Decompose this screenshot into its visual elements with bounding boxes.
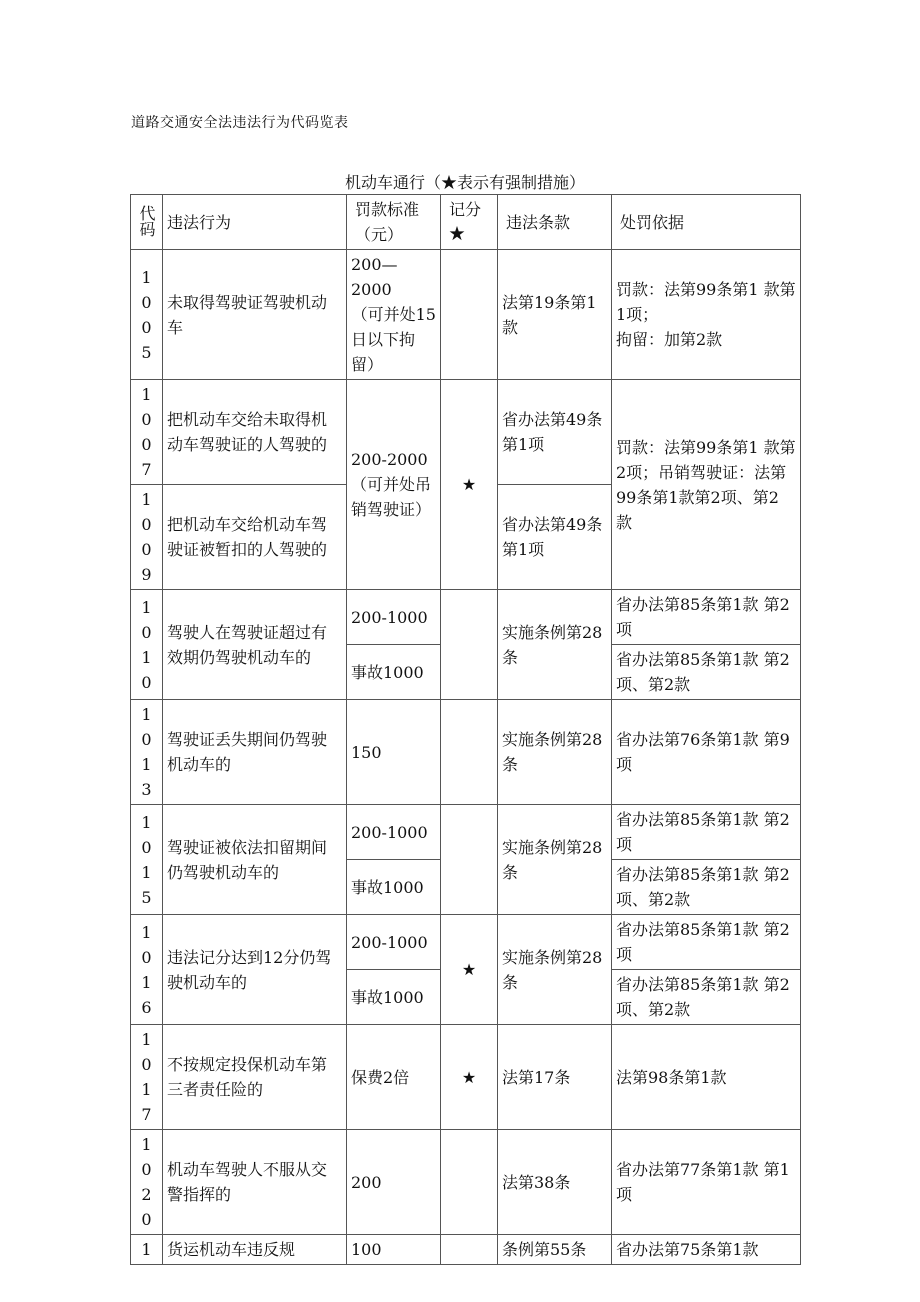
basis-fine: 罚款：法第99条第1 款第1项； bbox=[616, 280, 796, 324]
row-code: 1009 bbox=[131, 485, 163, 590]
row-basis: 法第98条第1款 bbox=[612, 1025, 801, 1130]
table-row bbox=[131, 915, 801, 970]
row-points bbox=[441, 805, 498, 915]
table-row bbox=[131, 805, 801, 860]
row-basis: 省办法第75条第1款 bbox=[612, 1235, 801, 1265]
row-code: 1010 bbox=[131, 590, 163, 700]
row-fine: 200-1000 bbox=[347, 590, 441, 645]
table-row bbox=[131, 1130, 801, 1235]
row-fine-accident: 事故1000 bbox=[347, 970, 441, 1025]
row-fine: 200-1000 bbox=[347, 915, 441, 970]
row-points: ★ bbox=[441, 1025, 498, 1130]
fine-range: 200—2000 bbox=[351, 255, 398, 299]
row-clause: 实施条例第28条 bbox=[498, 700, 612, 805]
table-row bbox=[131, 590, 801, 645]
fine-note-1: （可并处15 bbox=[351, 305, 436, 324]
row-code: 1005 bbox=[131, 250, 163, 380]
row-act: 机动车驾驶人不服从交警指挥的 bbox=[163, 1130, 347, 1235]
fine-note-2: 日以下拘留） bbox=[351, 330, 416, 374]
row-fine bbox=[347, 250, 441, 380]
row-clause: 实施条例第28条 bbox=[498, 805, 612, 915]
row-basis-accident: 省办法第85条第1款 第2项、第2款 bbox=[612, 970, 801, 1025]
row-fine-accident: 事故1000 bbox=[347, 860, 441, 915]
row-act: 驾驶证丢失期间仍驾驶机动车的 bbox=[163, 700, 347, 805]
row-fine: 200 bbox=[347, 1130, 441, 1235]
header-code: 代码 bbox=[131, 195, 163, 250]
row-act: 不按规定投保机动车第三者责任险的 bbox=[163, 1025, 347, 1130]
row-fine: 200-2000（可并处吊销驾驶证） bbox=[347, 380, 441, 590]
row-basis: 省办法第85条第1款 第2项 bbox=[612, 805, 801, 860]
row-points bbox=[441, 590, 498, 700]
row-clause: 条例第55条 bbox=[498, 1235, 612, 1265]
row-fine: 保费2倍 bbox=[347, 1025, 441, 1130]
row-points bbox=[441, 250, 498, 380]
header-points: 记分★ bbox=[441, 195, 498, 250]
row-points: ★ bbox=[441, 380, 498, 590]
row-fine: 150 bbox=[347, 700, 441, 805]
row-points bbox=[441, 1235, 498, 1265]
row-clause: 实施条例第28条 bbox=[498, 590, 612, 700]
table-row bbox=[131, 700, 801, 805]
row-fine: 200-1000 bbox=[347, 805, 441, 860]
row-clause: 法第19条第1款 bbox=[498, 250, 612, 380]
violation-code-table bbox=[130, 194, 801, 1265]
header-basis: 处罚依据 bbox=[612, 195, 801, 250]
row-fine-accident: 事故1000 bbox=[347, 645, 441, 700]
header-row bbox=[131, 195, 801, 250]
row-act: 驾驶人在驾驶证超过有效期仍驾驶机动车的 bbox=[163, 590, 347, 700]
document-title: 道路交通安全法违法行为代码览表 bbox=[131, 115, 349, 131]
table-row bbox=[131, 1235, 801, 1265]
row-clause: 法第17条 bbox=[498, 1025, 612, 1130]
row-points bbox=[441, 700, 498, 805]
header-fine: 罚款标准（元） bbox=[347, 195, 441, 250]
row-points: ★ bbox=[441, 915, 498, 1025]
row-basis: 省办法第85条第1款 第2项 bbox=[612, 590, 801, 645]
row-act: 违法记分达到12分仍驾驶机动车的 bbox=[163, 915, 347, 1025]
table-row bbox=[131, 250, 801, 380]
table-row bbox=[131, 1025, 801, 1130]
header-act: 违法行为 bbox=[163, 195, 347, 250]
row-act: 货运机动车违反规 bbox=[163, 1235, 347, 1265]
row-act: 未取得驾驶证驾驶机动车 bbox=[163, 250, 347, 380]
row-clause: 实施条例第28条 bbox=[498, 915, 612, 1025]
header-clause: 违法条款 bbox=[498, 195, 612, 250]
row-clause: 法第38条 bbox=[498, 1130, 612, 1235]
row-code: 1020 bbox=[131, 1130, 163, 1235]
row-basis-accident: 省办法第85条第1款 第2项、第2款 bbox=[612, 860, 801, 915]
row-act: 驾驶证被依法扣留期间仍驾驶机动车的 bbox=[163, 805, 347, 915]
row-code: 1016 bbox=[131, 915, 163, 1025]
row-points bbox=[441, 1130, 498, 1235]
row-basis: 罚款：法第99条第1 款第2项；吊销驾驶证：法第99条第1款第2项、第2 款 bbox=[612, 380, 801, 590]
row-basis: 省办法第85条第1款 第2项 bbox=[612, 915, 801, 970]
table-row bbox=[131, 380, 801, 485]
row-code: 1015 bbox=[131, 805, 163, 915]
row-act: 把机动车交给机动车驾驶证被暂扣的人驾驶的 bbox=[163, 485, 347, 590]
row-basis: 省办法第76条第1款 第9项 bbox=[612, 700, 801, 805]
row-code: 1017 bbox=[131, 1025, 163, 1130]
row-basis: 省办法第77条第1款 第1项 bbox=[612, 1130, 801, 1235]
row-code: 1 bbox=[131, 1235, 163, 1265]
basis-detention: 拘留：加第2款 bbox=[616, 330, 723, 349]
row-code: 1007 bbox=[131, 380, 163, 485]
row-code: 1013 bbox=[131, 700, 163, 805]
row-clause: 省办法第49条第1项 bbox=[498, 380, 612, 485]
row-basis bbox=[612, 250, 801, 380]
row-fine: 100 bbox=[347, 1235, 441, 1265]
row-act: 把机动车交给未取得机动车驾驶证的人驾驶的 bbox=[163, 380, 347, 485]
row-clause: 省办法第49条第1项 bbox=[498, 485, 612, 590]
row-basis-accident: 省办法第85条第1款 第2项、第2款 bbox=[612, 645, 801, 700]
table-caption: 机动车通行（★表示有强制措施） bbox=[344, 173, 585, 192]
